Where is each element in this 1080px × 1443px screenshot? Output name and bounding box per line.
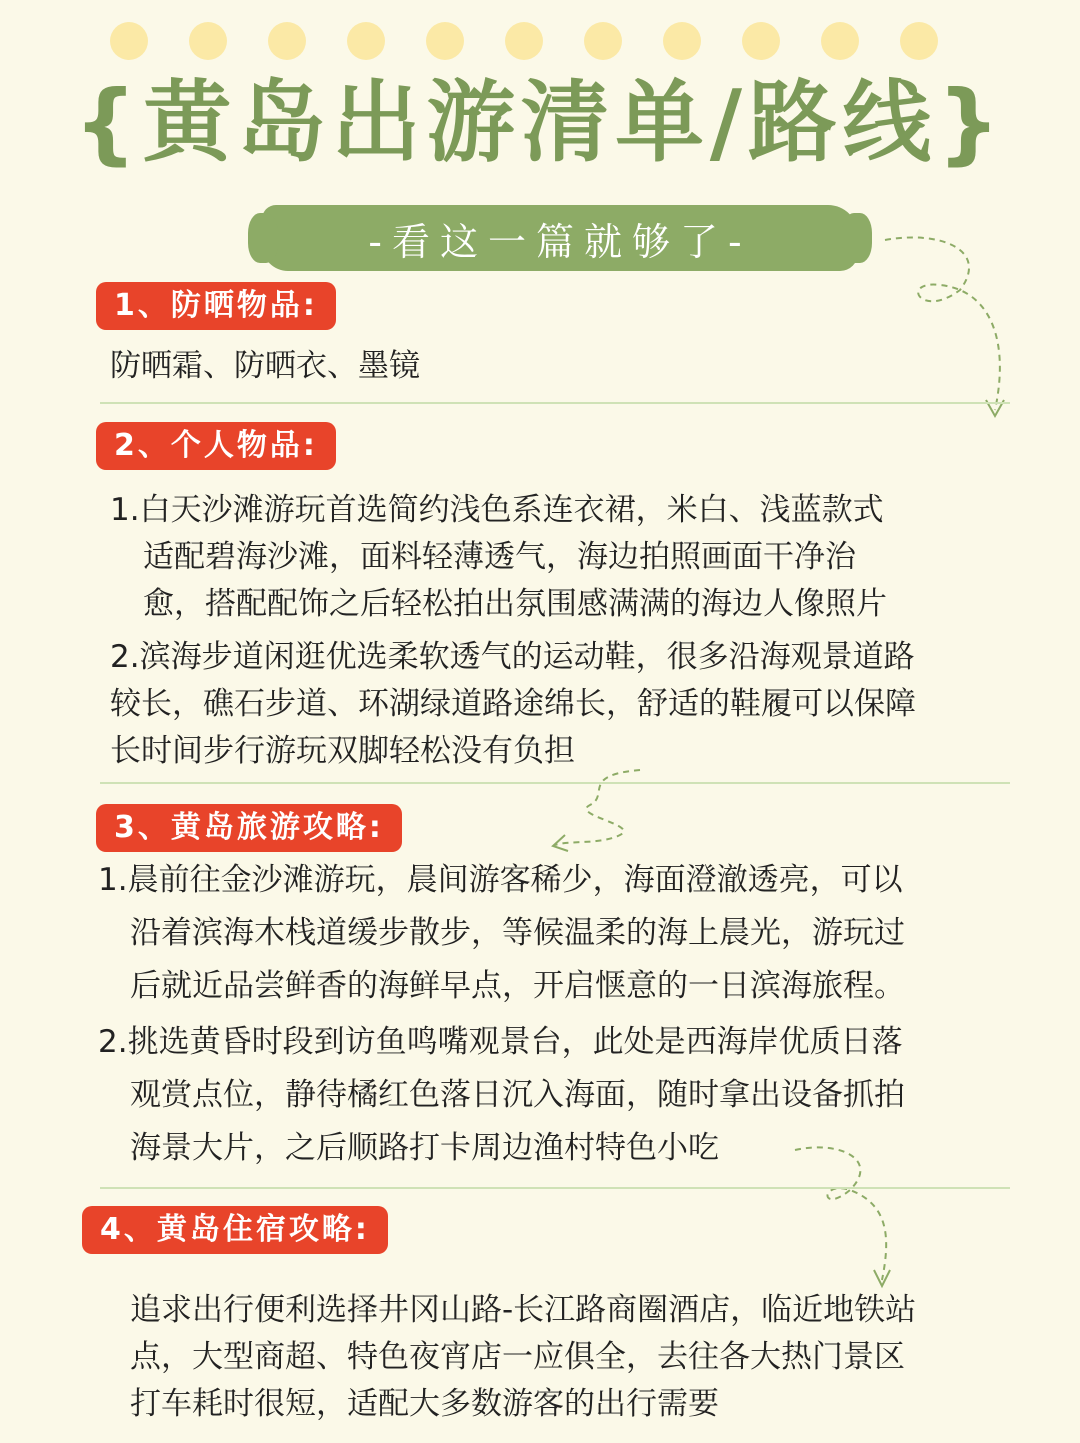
section-text: 2.滨海步道闲逛优选柔软透气的运动鞋，很多沿海观景道路 — [110, 639, 915, 675]
dashed-arrow-icon — [880, 230, 1020, 430]
section-text: 1.晨前往金沙滩游玩，晨间游客稀少，海面澄澈透亮，可以 — [98, 862, 903, 898]
section-text: 点，大型商超、特色夜宵店一应俱全，去往各大热门景区 — [130, 1339, 905, 1375]
decorative-dots — [0, 22, 1080, 62]
section-text: 海景大片，之后顺路打卡周边渔村特色小吃 — [130, 1130, 719, 1166]
section-text: 后就近品尝鲜香的海鲜早点，开启惬意的一日滨海旅程。 — [130, 968, 905, 1004]
section-text: 1.白天沙滩游玩首选简约浅色系连衣裙，米白、浅蓝款式 — [110, 492, 884, 528]
divider — [100, 1187, 1010, 1189]
dot — [663, 22, 701, 60]
section-text: 长时间步行游玩双脚轻松没有负担 — [110, 733, 575, 769]
section-text: 2.挑选黄昏时段到访鱼鸣嘴观景台，此处是西海岸优质日落 — [98, 1024, 903, 1060]
section-text: 打车耗时很短，适配大多数游客的出行需要 — [130, 1386, 719, 1422]
dot — [900, 22, 938, 60]
divider — [100, 782, 1010, 784]
section-text: 愈，搭配配饰之后轻松拍出氛围感满满的海边人像照片 — [143, 586, 887, 622]
dot — [821, 22, 859, 60]
page-title: {黄岛出游清单/路线} — [73, 71, 1007, 174]
dot — [268, 22, 306, 60]
dot — [742, 22, 780, 60]
dot — [189, 22, 227, 60]
section-text: 追求出行便利选择井冈山路-长江路商圈酒店，临近地铁站 — [130, 1292, 917, 1328]
dot — [110, 22, 148, 60]
section-text: 沿着滨海木栈道缓步散步，等候温柔的海上晨光，游玩过 — [130, 915, 905, 951]
section-label-accommodation: 4、黄岛住宿攻略: — [82, 1206, 388, 1254]
section-label-sunscreen: 1、防晒物品: — [96, 282, 336, 330]
divider — [100, 402, 1010, 404]
dashed-arrow-icon — [550, 765, 650, 855]
dashed-arrow-icon — [790, 1140, 900, 1290]
dot — [347, 22, 385, 60]
section-label-personal: 2、个人物品: — [96, 422, 336, 470]
section-text: 适配碧海沙滩，面料轻薄透气，海边拍照画面干净治 — [143, 539, 856, 575]
dot — [505, 22, 543, 60]
dot — [584, 22, 622, 60]
section-text: 防晒霜、防晒衣、墨镜 — [110, 348, 420, 384]
section-label-travel-guide: 3、黄岛旅游攻略: — [96, 804, 402, 852]
section-text: 观赏点位，静待橘红色落日沉入海面，随时拿出设备抓拍 — [130, 1077, 905, 1113]
subtitle-banner — [262, 205, 858, 271]
section-text: 较长，礁石步道、环湖绿道路途绵长，舒适的鞋履可以保障 — [110, 686, 916, 722]
dot — [426, 22, 464, 60]
subtitle-text: -看这一篇就够了- — [368, 219, 752, 264]
